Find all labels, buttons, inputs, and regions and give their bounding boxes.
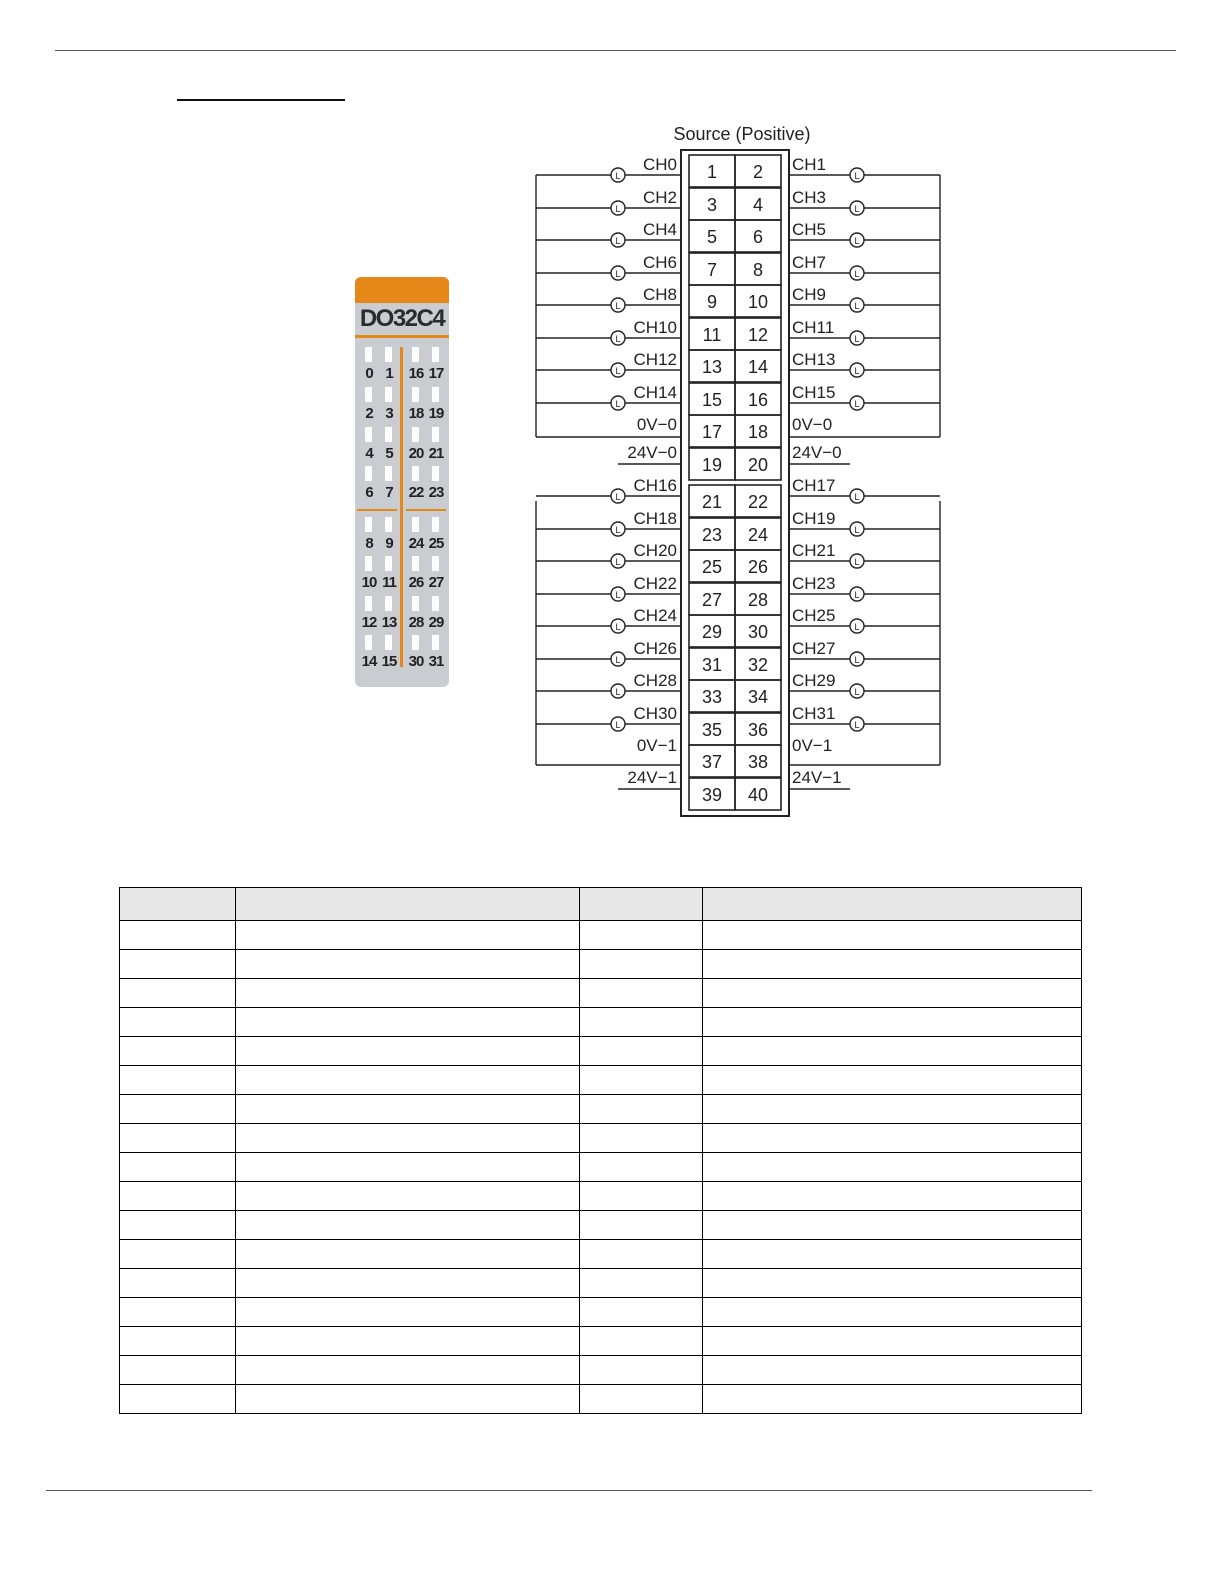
table-cell (580, 950, 703, 979)
pin-number: 10 (747, 292, 769, 312)
load-label: L (615, 557, 621, 567)
table-cell (120, 1385, 236, 1414)
terminal-label-left: CH2 (642, 188, 677, 207)
led-indicator (365, 466, 372, 481)
pin-number: 9 (706, 292, 718, 312)
terminal-label-right: CH1 (792, 155, 827, 174)
load-label: L (615, 171, 621, 181)
led-indicator (385, 387, 392, 402)
load-label: L (854, 269, 860, 279)
table-cell (120, 1066, 236, 1095)
load-label: L (615, 622, 621, 632)
table-cell (236, 1153, 580, 1182)
table-cell (120, 921, 236, 950)
module-header-bar (355, 277, 449, 303)
terminal-label-right: CH9 (792, 285, 827, 304)
pin-number: 24 (747, 525, 769, 545)
load-label: L (615, 301, 621, 311)
led-number: 27 (428, 574, 444, 591)
load-label: L (854, 525, 860, 535)
terminal-label-right: CH7 (792, 253, 827, 272)
table-header-cell (236, 888, 580, 921)
terminal-label-left: CH0 (642, 155, 677, 174)
led-number: 11 (382, 574, 396, 591)
load-label: L (615, 269, 621, 279)
load-label: L (615, 366, 621, 376)
table-cell (703, 1066, 1082, 1095)
led-number: 19 (428, 405, 444, 422)
table-header-cell (580, 888, 703, 921)
led-number: 22 (408, 484, 424, 501)
led-indicator (365, 347, 372, 362)
terminal-label-left: CH8 (642, 285, 677, 304)
led-indicator (432, 556, 439, 571)
table-cell (120, 979, 236, 1008)
led-indicator (432, 466, 439, 481)
table-row (120, 1124, 1082, 1153)
pin-number: 34 (747, 687, 769, 707)
module-name: DO32C4 (359, 305, 445, 332)
load-label: L (854, 590, 860, 600)
table-cell (703, 1356, 1082, 1385)
table-cell (120, 1298, 236, 1327)
led-number: 6 (365, 484, 373, 501)
led-indicator (365, 596, 372, 611)
table-cell (580, 1269, 703, 1298)
led-number: 20 (408, 445, 424, 462)
led-number: 21 (428, 445, 444, 462)
table-row (120, 1269, 1082, 1298)
table-row (120, 1182, 1082, 1211)
table-row (120, 1240, 1082, 1269)
load-label: L (615, 399, 621, 409)
table-cell (120, 1037, 236, 1066)
terminal-label-right: CH31 (792, 704, 836, 723)
table-cell (703, 1008, 1082, 1037)
table-cell (236, 1037, 580, 1066)
terminal-label-left: CH22 (633, 574, 677, 593)
load-label: L (615, 687, 621, 697)
table-cell (580, 1385, 703, 1414)
table-row (120, 1385, 1082, 1414)
table-cell (236, 1327, 580, 1356)
led-indicator (385, 466, 392, 481)
terminal-label-left: CH10 (633, 318, 677, 337)
led-indicator (365, 556, 372, 571)
led-indicator (412, 556, 419, 571)
led-number: 9 (385, 535, 393, 552)
led-number: 4 (365, 445, 373, 462)
pin-number: 12 (747, 325, 769, 345)
terminal-label-left: CH26 (633, 639, 677, 658)
terminal-label-left: CH16 (633, 476, 677, 495)
pin-number: 38 (747, 752, 769, 772)
table-cell (120, 950, 236, 979)
table-cell (703, 1037, 1082, 1066)
led-indicator (365, 635, 372, 650)
table-cell (236, 921, 580, 950)
table-cell (703, 1182, 1082, 1211)
led-indicator (412, 387, 419, 402)
led-number: 10 (361, 574, 377, 591)
terminal-label-left: CH6 (642, 253, 677, 272)
terminal-label-right: CH25 (792, 606, 836, 625)
led-number: 17 (428, 365, 444, 382)
table-row (120, 1327, 1082, 1356)
terminal-label-right: CH19 (792, 509, 836, 528)
led-number: 25 (428, 535, 444, 552)
load-label: L (854, 655, 860, 665)
pin-number: 2 (752, 162, 764, 182)
table-cell (703, 1327, 1082, 1356)
load-label: L (854, 399, 860, 409)
table-cell (703, 1124, 1082, 1153)
terminal-label-left: 24V−1 (627, 768, 677, 787)
terminal-label-right: CH29 (792, 671, 836, 690)
table-cell (703, 1269, 1082, 1298)
led-indicator (432, 635, 439, 650)
led-indicator (412, 347, 419, 362)
pin-number: 13 (701, 357, 723, 377)
pin-number: 19 (701, 455, 723, 475)
table-cell (236, 950, 580, 979)
terminal-label-right: CH21 (792, 541, 836, 560)
load-label: L (854, 720, 860, 730)
terminal-label-left: 0V−1 (636, 736, 677, 755)
load-label: L (615, 720, 621, 730)
led-number: 1 (385, 365, 393, 382)
led-number: 28 (408, 614, 424, 631)
module-group-rule-left (357, 509, 397, 511)
module-name-rule (355, 335, 449, 338)
load-label: L (615, 492, 621, 502)
terminal-label-right: CH23 (792, 574, 836, 593)
led-number: 29 (428, 614, 444, 631)
table-cell (236, 1240, 580, 1269)
led-number: 12 (361, 614, 377, 631)
load-label: L (615, 590, 621, 600)
load-label: L (854, 366, 860, 376)
led-indicator (365, 387, 372, 402)
terminal-label-right: CH11 (792, 318, 835, 337)
wiring-diagram (520, 115, 960, 820)
led-indicator (365, 427, 372, 442)
table-cell (580, 1124, 703, 1153)
terminal-label-left: CH14 (633, 383, 677, 402)
module-group-rule-right (406, 509, 446, 511)
led-indicator (412, 466, 419, 481)
led-indicator (412, 427, 419, 442)
led-number: 3 (385, 405, 393, 422)
table-cell (236, 1008, 580, 1037)
load-label: L (854, 204, 860, 214)
load-label: L (615, 204, 621, 214)
led-indicator (412, 517, 419, 532)
terminal-label-left: 24V−0 (627, 443, 677, 462)
table-cell (580, 1356, 703, 1385)
led-number: 23 (428, 484, 444, 501)
pin-number: 1 (706, 162, 718, 182)
table-cell (580, 1211, 703, 1240)
pin-number: 8 (752, 260, 764, 280)
pin-number: 35 (701, 720, 723, 740)
terminal-label-left: CH30 (633, 704, 677, 723)
led-indicator (385, 635, 392, 650)
table-row (120, 1298, 1082, 1327)
table-cell (580, 979, 703, 1008)
table-cell (580, 921, 703, 950)
pin-number: 29 (701, 622, 723, 642)
table-cell (236, 1385, 580, 1414)
terminal-label-left: CH24 (633, 606, 677, 625)
led-number: 8 (365, 535, 373, 552)
led-indicator (412, 635, 419, 650)
terminal-label-right: 24V−0 (792, 443, 842, 462)
table-cell (236, 1182, 580, 1211)
terminal-label-left: CH4 (642, 220, 677, 239)
terminal-label-right: 0V−0 (792, 415, 833, 434)
pin-number: 4 (752, 195, 764, 215)
diagram-title: Source (Positive) (673, 124, 811, 144)
pin-number: 22 (747, 492, 769, 512)
led-indicator (432, 517, 439, 532)
table-cell (236, 1066, 580, 1095)
pin-table (119, 887, 1082, 1414)
table-row (120, 1037, 1082, 1066)
table-cell (580, 1066, 703, 1095)
table-cell (703, 1385, 1082, 1414)
terminal-label-right: CH17 (792, 476, 836, 495)
table-cell (703, 921, 1082, 950)
led-indicator (385, 427, 392, 442)
led-number: 13 (381, 614, 397, 631)
pin-number: 3 (706, 195, 718, 215)
table-row (120, 1356, 1082, 1385)
table-header-row (120, 888, 1082, 921)
led-indicator (432, 387, 439, 402)
table-cell (703, 1240, 1082, 1269)
terminal-label-left: CH18 (633, 509, 677, 528)
pin-number: 31 (701, 655, 723, 675)
load-label: L (854, 687, 860, 697)
table-cell (236, 979, 580, 1008)
table-cell (703, 979, 1082, 1008)
pin-number: 30 (747, 622, 769, 642)
table-row (120, 1066, 1082, 1095)
pin-number: 37 (701, 752, 723, 772)
terminal-label-right: CH13 (792, 350, 836, 369)
table-row (120, 921, 1082, 950)
led-number: 15 (381, 653, 397, 670)
table-cell (120, 1182, 236, 1211)
load-label: L (615, 525, 621, 535)
table-cell (703, 1211, 1082, 1240)
led-number: 18 (408, 405, 424, 422)
table-cell (120, 1008, 236, 1037)
table-row (120, 1211, 1082, 1240)
table-cell (120, 1153, 236, 1182)
pin-number: 6 (752, 227, 764, 247)
load-label: L (854, 301, 860, 311)
load-label: L (854, 622, 860, 632)
pin-number: 40 (747, 785, 769, 805)
table-cell (236, 1095, 580, 1124)
led-indicator (385, 347, 392, 362)
load-label: L (615, 334, 621, 344)
pin-number: 20 (747, 455, 769, 475)
pin-number: 28 (747, 590, 769, 610)
terminal-label-right: 0V−1 (792, 736, 833, 755)
table-cell (236, 1356, 580, 1385)
pin-number: 32 (747, 655, 769, 675)
pin-number: 26 (747, 557, 769, 577)
led-number: 16 (408, 365, 424, 382)
pin-number: 17 (701, 422, 723, 442)
led-number: 30 (408, 653, 424, 670)
table-cell (120, 1327, 236, 1356)
led-number: 26 (408, 574, 424, 591)
led-number: 31 (428, 653, 444, 670)
pin-number: 36 (747, 720, 769, 740)
load-label: L (854, 492, 860, 502)
table-cell (120, 1356, 236, 1385)
table-cell (120, 1124, 236, 1153)
pin-number: 33 (701, 687, 723, 707)
led-number: 5 (385, 445, 393, 462)
table-cell (120, 1095, 236, 1124)
section-heading-underline (177, 99, 345, 101)
terminal-label-right: 24V−1 (792, 768, 842, 787)
load-label: L (615, 236, 621, 246)
led-number: 14 (361, 653, 377, 670)
table-cell (580, 1240, 703, 1269)
table-cell (580, 1037, 703, 1066)
load-label: L (854, 557, 860, 567)
terminal-label-right: CH15 (792, 383, 836, 402)
pin-number: 23 (701, 525, 723, 545)
led-indicator (432, 427, 439, 442)
load-label: L (854, 171, 860, 181)
table-cell (236, 1298, 580, 1327)
led-indicator (432, 347, 439, 362)
pin-number: 11 (702, 325, 722, 345)
table-cell (580, 1182, 703, 1211)
table-cell (703, 1095, 1082, 1124)
table-row (120, 1095, 1082, 1124)
header-rule (55, 50, 1176, 51)
table-cell (703, 1153, 1082, 1182)
led-number: 24 (408, 535, 424, 552)
terminal-label-left: CH20 (633, 541, 677, 560)
led-indicator (432, 596, 439, 611)
load-label: L (854, 236, 860, 246)
pin-number: 15 (701, 390, 723, 410)
table-cell (580, 1298, 703, 1327)
table-cell (580, 1327, 703, 1356)
table-row (120, 979, 1082, 1008)
terminal-label-right: CH5 (792, 220, 827, 239)
table-cell (120, 1269, 236, 1298)
table-header-cell (703, 888, 1082, 921)
pin-number: 16 (747, 390, 769, 410)
terminal-label-left: CH12 (633, 350, 677, 369)
load-label: L (615, 655, 621, 665)
led-number: 0 (365, 365, 373, 382)
led-module (355, 277, 449, 687)
pin-number: 18 (747, 422, 769, 442)
led-indicator (385, 596, 392, 611)
footer-rule (46, 1490, 1092, 1491)
terminal-label-right: CH3 (792, 188, 827, 207)
led-indicator (412, 596, 419, 611)
pin-number: 7 (706, 260, 718, 280)
table-cell (236, 1269, 580, 1298)
table-cell (580, 1008, 703, 1037)
load-label: L (854, 334, 860, 344)
table-cell (236, 1124, 580, 1153)
table-cell (580, 1095, 703, 1124)
table-cell (580, 1153, 703, 1182)
led-number: 7 (385, 484, 393, 501)
table-cell (120, 1211, 236, 1240)
led-indicator (365, 517, 372, 532)
terminal-label-left: 0V−0 (636, 415, 677, 434)
table-header-cell (120, 888, 236, 921)
led-indicator (385, 517, 392, 532)
pin-number: 5 (706, 227, 718, 247)
table-cell (703, 1298, 1082, 1327)
led-number: 2 (365, 405, 373, 422)
terminal-label-right: CH27 (792, 639, 836, 658)
table-cell (703, 950, 1082, 979)
terminal-label-left: CH28 (633, 671, 677, 690)
pin-number: 27 (701, 590, 723, 610)
led-indicator (385, 556, 392, 571)
pin-number: 21 (701, 492, 723, 512)
module-center-divider (400, 347, 403, 667)
table-cell (120, 1240, 236, 1269)
table-row (120, 950, 1082, 979)
table-row (120, 1153, 1082, 1182)
table-row (120, 1008, 1082, 1037)
table-cell (236, 1211, 580, 1240)
pin-number: 39 (701, 785, 723, 805)
pin-number: 14 (747, 357, 769, 377)
pin-number: 25 (701, 557, 723, 577)
